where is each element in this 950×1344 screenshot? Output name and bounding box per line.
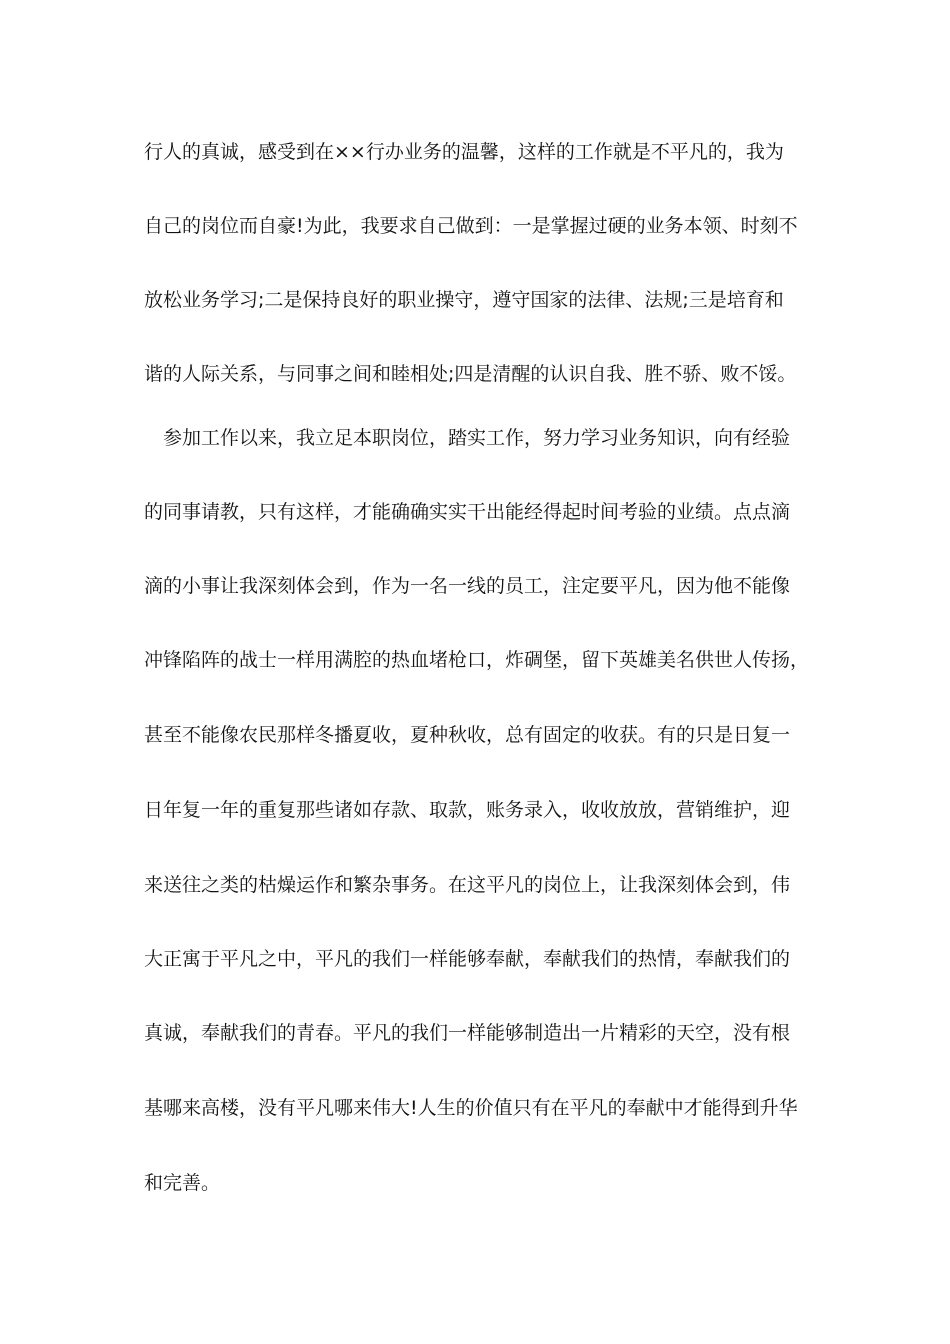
text-line: 谐的人际关系，与同事之间和睦相处;四是清醒的认识自我、胜不骄、败不馁。 bbox=[144, 363, 797, 385]
text-line: 基哪来高楼，没有平凡哪来伟大!人生的价值只有在平凡的奉献中才能得到升华 bbox=[144, 1097, 798, 1119]
text-line: 来送往之类的枯燥运作和繁杂事务。在这平凡的岗位上，让我深刻体会到，伟 bbox=[144, 874, 791, 896]
text-line: 参加工作以来，我立足本职岗位，踏实工作，努力学习业务知识，向有经验 bbox=[144, 427, 791, 449]
text-line: 滴的小事让我深刻体会到，作为一名一线的员工，注定要平凡，因为他不能像 bbox=[144, 575, 791, 597]
text-line: 真诚，奉献我们的青春。平凡的我们一样能够制造出一片精彩的天空，没有根 bbox=[144, 1022, 791, 1044]
text-line: 行人的真诚，感受到在××行办业务的温馨，这样的工作就是不平凡的，我为 bbox=[144, 141, 784, 163]
text-line: 和完善。 bbox=[144, 1172, 221, 1194]
text-line: 冲锋陷阵的战士一样用满腔的热血堵枪口，炸碉堡，留下英雄美名供世人传扬， bbox=[144, 649, 810, 671]
text-line: 自己的岗位而自豪!为此，我要求自己做到：一是掌握过硬的业务本领、时刻不 bbox=[144, 215, 798, 237]
text-line: 大正寓于平凡之中，平凡的我们一样能够奉献，奉献我们的热情，奉献我们的 bbox=[144, 948, 791, 970]
text-line: 的同事请教，只有这样，才能确确实实干出能经得起时间考验的业绩。点点滴 bbox=[144, 501, 791, 523]
text-line: 甚至不能像农民那样冬播夏收，夏种秋收，总有固定的收获。有的只是日复一 bbox=[144, 724, 791, 746]
text-line: 放松业务学习;二是保持良好的职业操守，遵守国家的法律、法规;三是培育和 bbox=[144, 289, 784, 311]
text-line: 日年复一年的重复那些诸如存款、取款，账务录入，收收放放，营销维护，迎 bbox=[144, 799, 791, 821]
